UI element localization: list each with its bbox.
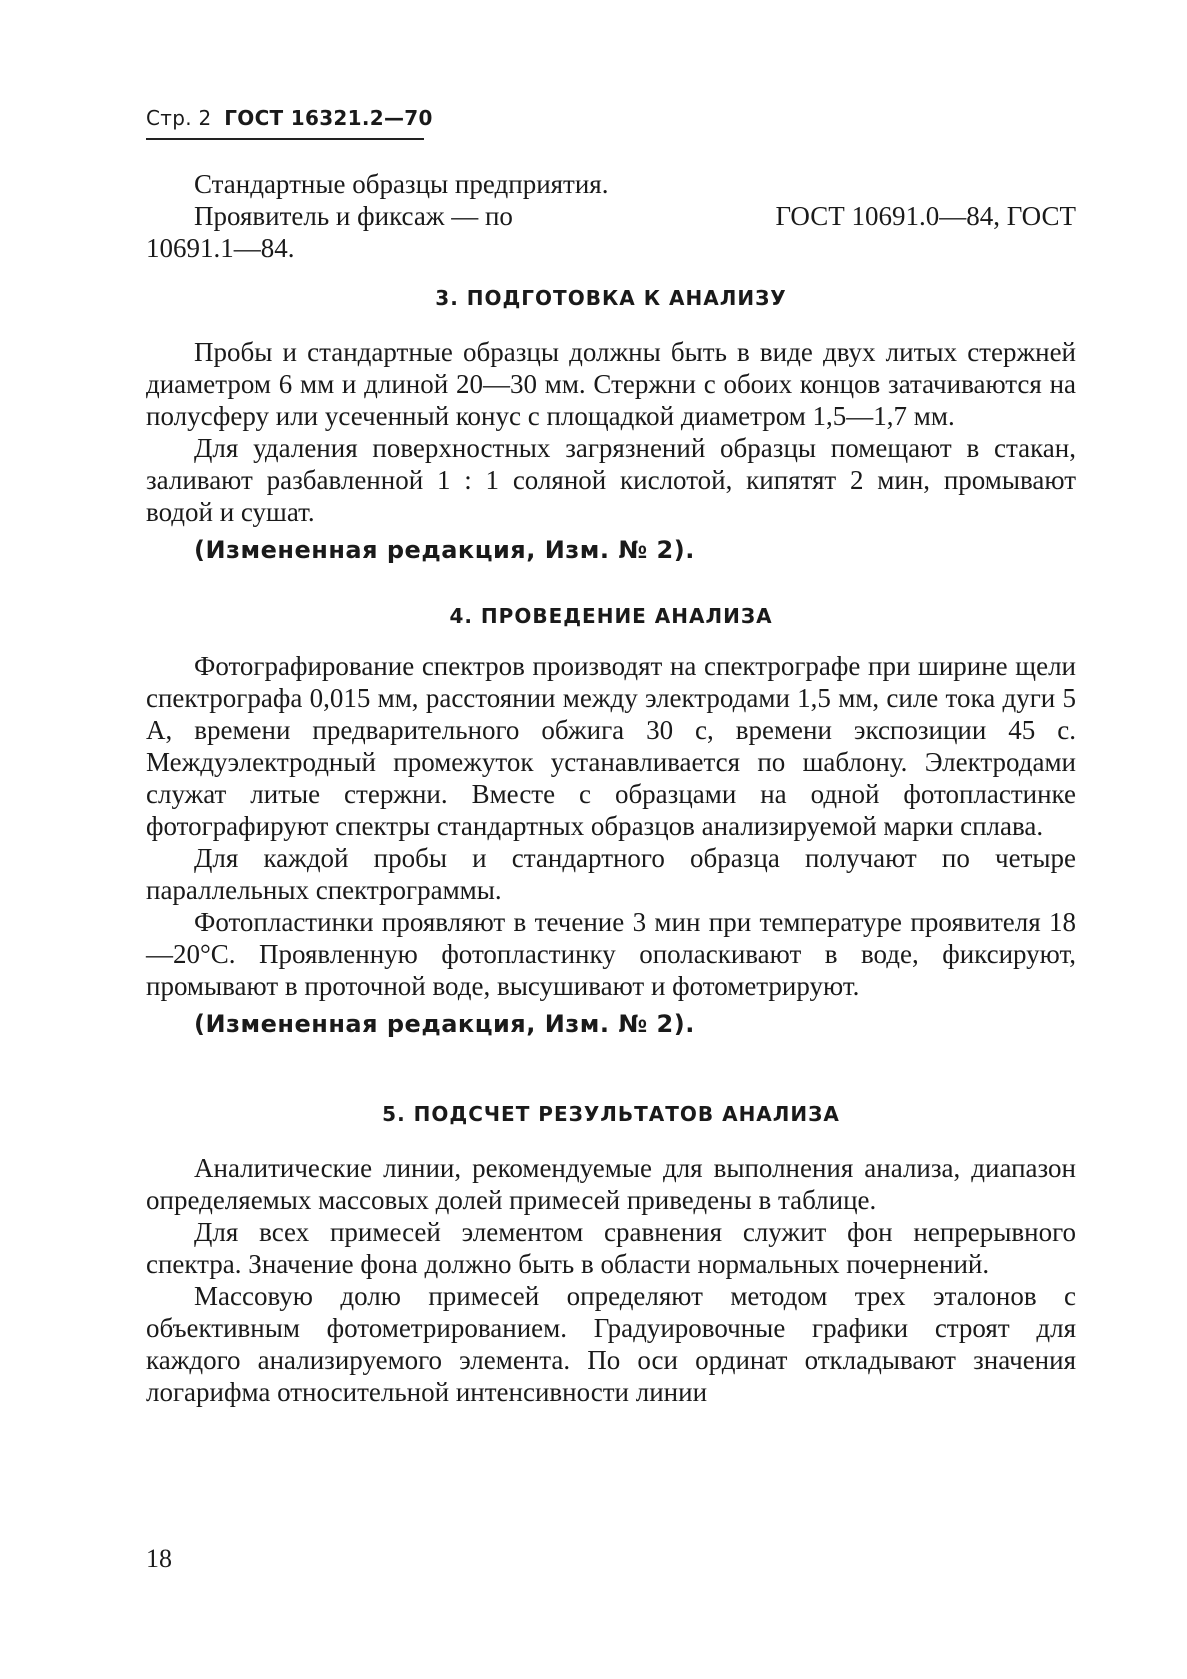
intro-line-2-right: ГОСТ 10691.0—84, ГОСТ — [775, 201, 1076, 231]
section-3-heading: 3. ПОДГОТОВКА К АНАЛИЗУ — [435, 286, 787, 310]
section-4-body — [146, 650, 1076, 1040]
intro-block — [146, 168, 1076, 264]
section-5-paragraph-1: Аналитические линии, рекомендуемые для выполнения анализа, диапазон определяемых массовых долей примесей приведены в таблице. — [146, 1153, 1076, 1215]
section-5-paragraph-2: Для всех примесей элементом сравнения служит фон непрерывного спектра. Значение фона должно быть в области нормальных почернений. — [146, 1217, 1076, 1279]
section-5-body — [146, 1152, 1076, 1408]
section-4-paragraph-2: Для каждой пробы и стандартного образца получают по четыре параллельных спектрограммы. — [146, 843, 1076, 905]
section-5-paragraph-3: Массовую долю примесей определяют методом трех эталонов с объективным фотометрированием. Градуировочные графики строят для каждого анализируемого элемента. По оси ординат откладывают значения логарифма относительной интенсивности линии — [146, 1281, 1076, 1407]
section-5-heading: 5. ПОДСЧЕТ РЕЗУЛЬТАТОВ АНАЛИЗА — [382, 1102, 840, 1126]
intro-line-1: Стандартные образцы предприятия. — [194, 169, 609, 199]
header-rule — [146, 138, 424, 140]
intro-line-2 — [146, 200, 1076, 232]
page-number: 18 — [146, 1544, 172, 1573]
section-4-paragraph-3: Фотопластинки проявляют в течение 3 мин при температуре проявителя 18—20°С. Проявленную фотопластинку ополаскивают в воде, фиксируют, промывают в проточной воде, высушивают и фотометрируют. — [146, 907, 1076, 1001]
section-4-revision-note: (Измененная редакция, Изм. № 2). — [194, 1010, 695, 1038]
standard-number: ГОСТ 16321.2—70 — [224, 106, 433, 130]
section-3-paragraph-1: Пробы и стандартные образцы должны быть в виде двух литых стержней диаметром 6 мм и длиной 20—30 мм. Стержни с обоих концов затачиваются на полусферу или усеченный конус с площадкой диаметром 1,5—1,7 мм. — [146, 337, 1076, 431]
section-3-body — [146, 336, 1076, 566]
section-3-paragraph-2: Для удаления поверхностных загрязнений образцы помещают в стакан, заливают разбавленной 1 : 1 соляной кислотой, кипятят 2 мин, промывают водой и сушат. — [146, 433, 1076, 527]
section-3-revision-note: (Измененная редакция, Изм. № 2). — [194, 536, 695, 564]
intro-line-3: 10691.1—84. — [146, 233, 295, 263]
page-header — [146, 106, 433, 130]
section-4-heading: 4. ПРОВЕДЕНИЕ АНАЛИЗА — [449, 604, 773, 628]
page-label: Стр. 2 — [146, 106, 212, 130]
section-4-paragraph-1: Фотографирование спектров производят на спектрографе при ширине щели спектрографа 0,015 мм, расстоянии между электродами 1,5 мм, силе тока дуги 5 А, времени предварительного обжига 30 с, времени экспозиции 45 с. Междуэлектродный промежуток устанавливается по шаблону. Электродами служат литые стержни. Вместе с образцами на одной фотопластинке фотографируют спектры стандартных образцов анализируемой марки сплава. — [146, 651, 1076, 841]
intro-line-2-left: Проявитель и фиксаж — по — [194, 201, 513, 231]
